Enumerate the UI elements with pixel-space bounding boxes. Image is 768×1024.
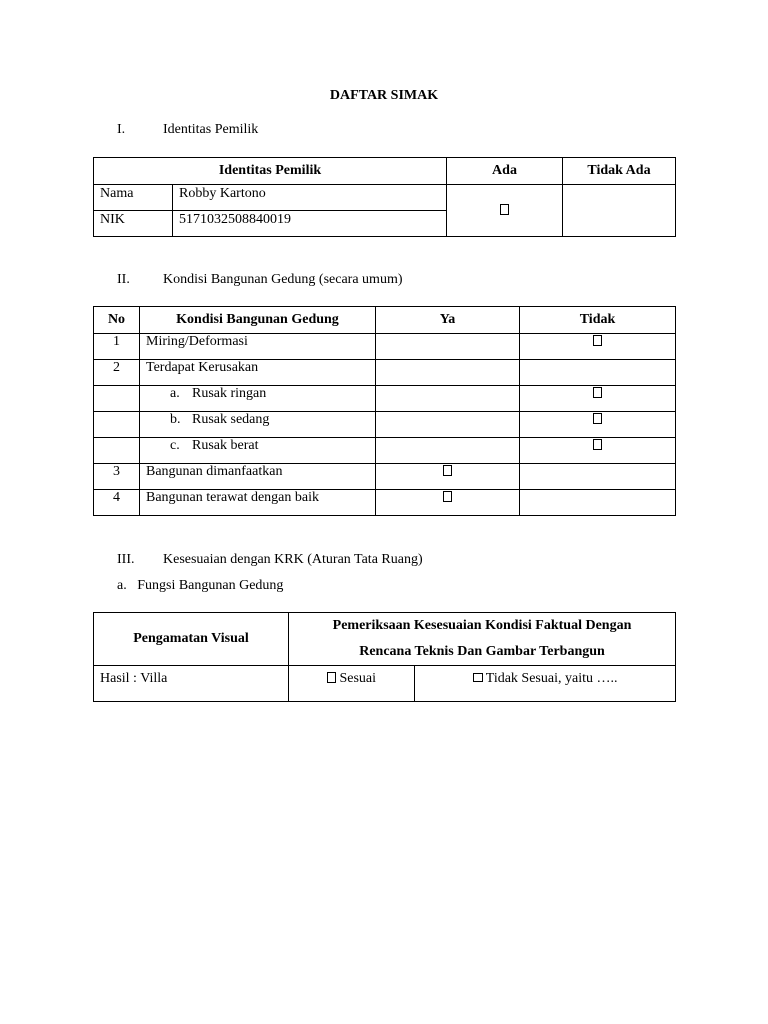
row-number: 3	[94, 464, 140, 490]
sesuai-cell	[289, 666, 415, 702]
result-value: Hasil : Villa	[94, 666, 289, 702]
empty-checkbox-icon	[473, 673, 483, 682]
table-row	[94, 666, 676, 702]
header-pemeriksaan-line-1: Pemeriksaan Kesesuaian Kondisi Faktual Dengan	[332, 618, 632, 633]
row-number: 2	[94, 360, 140, 386]
section-3-number: III.	[117, 552, 135, 567]
table-row	[94, 464, 676, 490]
ya-cell	[376, 490, 520, 516]
checkmark-icon	[500, 204, 509, 215]
tidak-cell	[520, 464, 676, 490]
checkmark-icon	[327, 672, 336, 683]
tidak-cell	[520, 438, 676, 464]
table-row	[94, 360, 676, 386]
header-ya: Ya	[376, 307, 520, 334]
document-title: DAFTAR SIMAK	[329, 88, 439, 103]
ya-cell	[376, 412, 520, 438]
row-number	[94, 386, 140, 412]
checkmark-icon	[593, 413, 602, 424]
table-row	[94, 334, 676, 360]
condition-label	[140, 438, 376, 464]
condition-label: Terdapat Kerusakan	[140, 360, 376, 386]
building-condition-table	[93, 306, 676, 516]
section-2-number: II.	[117, 272, 130, 287]
sub-item-text: Rusak ringan	[192, 386, 267, 401]
header-ada: Ada	[447, 158, 563, 185]
sub-item-text: Rusak sedang	[192, 412, 270, 427]
sub-item-letter: b.	[170, 412, 181, 427]
ada-cell	[447, 185, 563, 237]
header-tidak-ada: Tidak Ada	[563, 158, 676, 185]
row-label-nik: NIK	[94, 211, 173, 237]
owner-nik: 5171032508840019	[173, 211, 447, 237]
option-tidak-sesuai-label: Tidak Sesuai, yaitu …..	[485, 671, 618, 686]
section-1-title: Identitas Pemilik	[163, 122, 259, 137]
condition-label	[140, 386, 376, 412]
header-tidak: Tidak	[520, 307, 676, 334]
condition-label: Bangunan terawat dengan baik	[140, 490, 376, 516]
header-pengamatan-visual: Pengamatan Visual	[94, 613, 289, 666]
tidak-cell	[520, 386, 676, 412]
sub-item-text: Rusak berat	[192, 438, 259, 453]
sub-item-letter: c.	[170, 438, 180, 453]
tidak-cell	[520, 334, 676, 360]
ya-cell	[376, 438, 520, 464]
checkmark-icon	[593, 387, 602, 398]
table-row	[94, 438, 676, 464]
checkmark-icon	[443, 491, 452, 502]
condition-label: Bangunan dimanfaatkan	[140, 464, 376, 490]
header-pemeriksaan-line-2: Rencana Teknis Dan Gambar Terbangun	[359, 644, 605, 659]
header-no: No	[94, 307, 140, 334]
condition-label: Miring/Deformasi	[140, 334, 376, 360]
row-number	[94, 412, 140, 438]
table-row	[94, 490, 676, 516]
section-3-title: Kesesuaian dengan KRK (Aturan Tata Ruang)	[163, 552, 423, 567]
ya-cell	[376, 464, 520, 490]
owner-name: Robby Kartono	[173, 185, 447, 211]
section-1-number: I.	[117, 122, 126, 137]
tidak-sesuai-cell	[415, 666, 676, 702]
ya-cell	[376, 360, 520, 386]
checkmark-icon	[593, 439, 602, 450]
ya-cell	[376, 386, 520, 412]
sub-item-letter: a.	[170, 386, 180, 401]
option-sesuai-label: Sesuai	[339, 671, 377, 686]
building-function-table	[93, 612, 676, 702]
section-3-subheading: a. Fungsi Bangunan Gedung	[117, 578, 284, 593]
tidak-cell	[520, 490, 676, 516]
header-pemeriksaan	[289, 613, 676, 666]
table-row	[94, 185, 676, 211]
row-number: 1	[94, 334, 140, 360]
owner-identity-table	[93, 157, 676, 237]
header-identitas-pemilik: Identitas Pemilik	[94, 158, 447, 185]
tidak-ada-cell	[563, 185, 676, 237]
condition-label	[140, 412, 376, 438]
table-row	[94, 386, 676, 412]
tidak-cell	[520, 360, 676, 386]
row-number: 4	[94, 490, 140, 516]
checkmark-icon	[593, 335, 602, 346]
header-kondisi: Kondisi Bangunan Gedung	[140, 307, 376, 334]
checkmark-icon	[443, 465, 452, 476]
table-row	[94, 412, 676, 438]
ya-cell	[376, 334, 520, 360]
row-label-nama: Nama	[94, 185, 173, 211]
row-number	[94, 438, 140, 464]
tidak-cell	[520, 412, 676, 438]
section-2-title: Kondisi Bangunan Gedung (secara umum)	[163, 272, 403, 287]
